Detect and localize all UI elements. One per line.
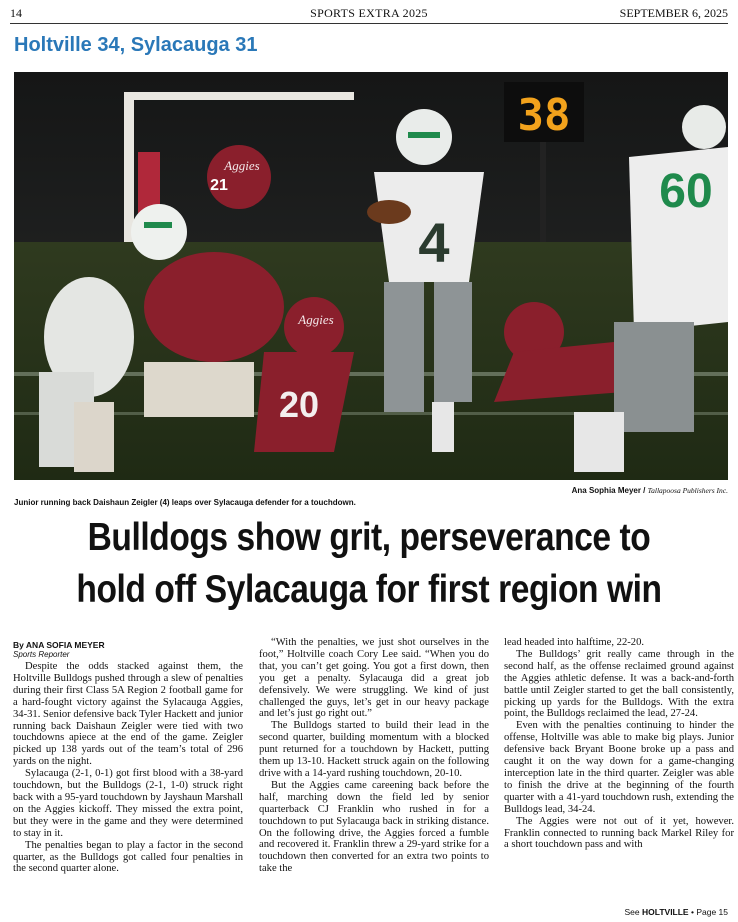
jersey-number-21: 21 — [210, 177, 228, 194]
jump-target: HOLTVILLE — [642, 907, 689, 917]
paragraph: lead headed into halftime, 22-20. — [504, 637, 645, 648]
paragraph: But the Aggies came careening back before the half, marching down the field led by senior quarterback CJ Franklin who rushed in for a touchdown to put Sylacauga back in striking distance. On the following drive, the Aggies forced a fumble and recovered it. Franklin threw a 29-yard strike for a touchdown then converted for an extra two points to take the — [259, 779, 489, 875]
byline-role: Sports Reporter — [13, 650, 70, 659]
paragraph: Even with the penalties continuing to hinder the offense, Holtville was able to make big plays. Junior defensive back Bryant Boone broke up a pass and caught it on the way down for a game-changing interception late in the third quarter. Zeigler was able to finish the drive at the beginning of the fourth quarter with a 41-yard touchdown rush, extending the Bulldogs lead, 34-24. — [504, 720, 734, 815]
paragraph: Despite the odds stacked against them, the Holtville Bulldogs pushed through a slew of penalties during their first Class 5A Region 2 football game for a hard-fought victory against the Sylacauga Aggies, 34-31. Senior defensive back Tyler Hackett and junior running back Daishaun Zeigler were tied with two touchdowns apiece at the end of the game. Zeigler picked up 138 yards out of the team’s total of 296 yards on the night. — [13, 661, 243, 768]
photo-caption: Junior running back Daishaun Zeigler (4) leaps over Sylacauga defender for a touchdown. — [14, 498, 356, 507]
byline: By ANA SOFIA MEYER — [13, 640, 105, 650]
paragraph: The penalties began to play a factor in the second quarter, as the Bulldogs got called four penalties in the second quarter alone. — [13, 839, 243, 875]
page-folio — [10, 6, 728, 22]
score-line: Holtville 34, Sylacauga 31 — [14, 34, 258, 56]
headline-line-2: hold off Sylacauga for first region win — [76, 568, 662, 611]
article-column-3 — [504, 637, 734, 851]
paragraph: The Bulldogs started to build their lead in the second quarter, building momentum with a blocked punt returned for a touchdown by Hackett, putting them up 13-10. Hackett struck again on the following drive with a 14-yard rushing touchdown, 20-10. — [259, 720, 489, 779]
jump-line[interactable] — [625, 907, 728, 917]
jersey-number-20: 20 — [278, 384, 320, 425]
folio-rule — [10, 23, 728, 24]
headline — [52, 512, 687, 616]
article-column-1 — [13, 637, 243, 875]
photo-credit-name: Ana Sophia Meyer / — [571, 486, 646, 495]
headline-line-1: Bulldogs show grit, perseverance to — [87, 516, 651, 559]
photo-credit-org: Tallapoosa Publishers Inc. — [647, 486, 728, 495]
game-photo — [14, 72, 728, 480]
article-column-2 — [259, 637, 489, 875]
helmet-logo-back: Aggies — [224, 158, 260, 173]
paragraph: Sylacauga (2-1, 0-1) got first blood with a 38-yard touchdown, but the Bulldogs (2-1, 1-0) struck right back with a 95-yard touchdown by Jayshaun Marshall on the Aggies kickoff. They missed the extra point, but they were in the game and they were determined to stay in it. — [13, 768, 243, 839]
issue-date: SEPTEMBER 6, 2025 — [619, 6, 728, 20]
jump-page: • Page 15 — [690, 907, 728, 917]
paragraph: The Aggies were not out of it yet, however. Franklin connected to running back Markel Riley for a short touchdown pass and with — [504, 815, 734, 851]
jersey-number-60: 60 — [659, 165, 713, 218]
page-number: 14 — [10, 6, 22, 20]
scoreboard-digits: 38 — [517, 90, 571, 141]
jersey-number-4: 4 — [418, 211, 450, 274]
photo-credit — [572, 486, 728, 495]
paragraph: “With the penalties, we just shot ourselves in the foot,” Holtville coach Cory Lee said. “When you do that, you can’t get going. You got a first down, then you get a penalty. Sylacauga did a great job defensively. We were struggling. We kind of just challenged the guys, let’s get in our heavy package and let’s just go right out.” — [259, 637, 489, 720]
helmet-logo-down: Aggies — [298, 312, 334, 327]
paragraph: The Bulldogs’ grit really came through in the second half, as the offense reclaimed ground against the Aggies athletic defense. It was a back-and-forth battle until Zeigler started to get the ball consistently, picking up yards for the Bulldogs. With the extra point, the Bulldogs reclaimed the lead, 27-24. — [504, 648, 734, 720]
section-name: SPORTS EXTRA 2025 — [310, 6, 428, 20]
jump-prefix: See — [624, 907, 640, 917]
